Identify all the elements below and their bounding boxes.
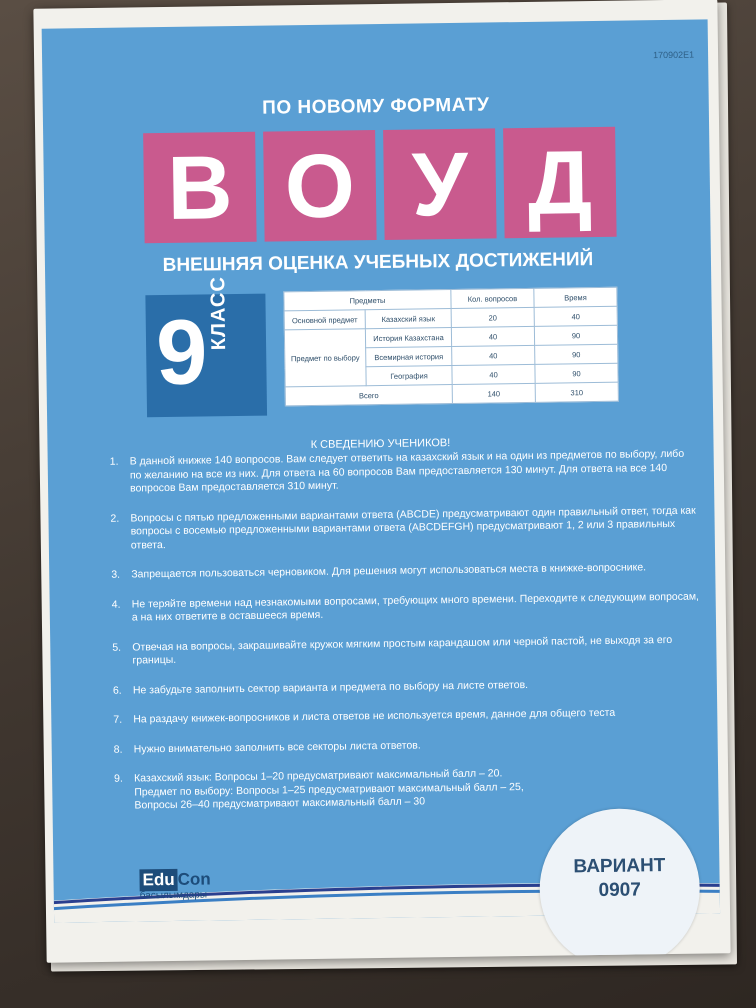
total-label: Всего — [285, 385, 452, 406]
header-questions: Кол. вопросов — [451, 288, 534, 308]
rule-text: Отвечая на вопросы, закрашивайте кружок мягким простым карандашом или черной пастой, не выходя за его границы. — [132, 633, 673, 667]
total-time: 310 — [535, 382, 618, 402]
rule-text: Запрещается пользоваться черновиком. Для решения могут использоваться места в книжке-вопроснике. — [131, 561, 647, 581]
rule-number: 2. — [110, 512, 120, 525]
title-letter: Д — [503, 127, 617, 239]
list-item — [111, 561, 699, 583]
rules-list — [110, 448, 703, 830]
question-count: 20 — [451, 307, 534, 327]
variant-label: ВАРИАНТ — [573, 855, 666, 878]
title-letter: О — [263, 130, 377, 242]
time-value: 40 — [534, 306, 617, 326]
rule-text: На раздачу книжек-вопросников и листа ответов не используется время, данное для общего теста — [133, 706, 616, 726]
header-time: Время — [534, 287, 617, 307]
list-item — [112, 590, 700, 625]
cover-panel — [42, 19, 720, 922]
header-subjects: Предметы — [284, 290, 451, 311]
list-item — [110, 448, 699, 497]
rule-number: 7. — [113, 713, 123, 726]
logo-con: Con — [177, 869, 211, 889]
rule-number: 1. — [109, 455, 119, 468]
logo-edu: Edu — [139, 869, 177, 892]
list-item — [114, 735, 702, 757]
list-item — [112, 633, 700, 668]
variant-badge — [539, 808, 701, 963]
subjects-table — [283, 287, 619, 407]
format-heading: ПО НОВОМУ ФОРМАТУ — [262, 94, 490, 119]
title-letters — [143, 127, 616, 244]
main-subject-label: Основной предмет — [284, 310, 365, 330]
table-total-row — [285, 382, 618, 406]
title-letter: У — [383, 128, 497, 240]
time-value: 90 — [535, 363, 618, 383]
rule-text: Вопросы с пятью предложенными вариантами ответа (ABCDE) предусматривают один правильный ответ, тогда как вопросы с восемью предложенными вариантами ответа (ABCDEFGH) предусматривают 1, 2 или 3 правильных ответа. — [130, 504, 696, 552]
rule-text: Не забудьте заполнить сектор варианта и предмета по выбору на листе ответов. — [132, 678, 529, 696]
rule-text: В данной книжке 140 вопросов. Вам следует ответить на казахский язык и на один из предметов по выбору, либо по желанию на все из них. Для ответа на 60 вопросов Вам предоставляется 130 минут. Для ответа на все 140 вопросов Вам предоставляется 310 минут. — [129, 447, 685, 495]
question-count: 40 — [451, 326, 534, 346]
logo-subtitle: басылымдары — [139, 889, 208, 902]
grade-number: 9 — [155, 301, 209, 405]
variant-number: 0907 — [598, 879, 642, 902]
booklet-cover-page — [33, 0, 730, 963]
rule-text: Казахский язык: Вопросы 1–20 предусматривают максимальный балл – 20. Предмет по выбору: Вопросы 1–25 предусматривают максимальный балл – 25, Вопросы 26–40 предусматривают максимальный балл – 30 — [134, 767, 524, 812]
list-item — [113, 676, 701, 698]
rule-text: Нужно внимательно заполнить все секторы листа ответов. — [133, 738, 421, 755]
time-value: 90 — [534, 325, 617, 345]
notice-heading: К СВЕДЕНИЮ УЧЕНИКОВ! — [310, 437, 451, 451]
rule-number: 8. — [113, 743, 123, 756]
list-item — [113, 706, 701, 728]
question-count: 40 — [452, 364, 535, 384]
total-questions: 140 — [452, 383, 535, 403]
list-item — [114, 767, 535, 813]
subtitle: ВНЕШНЯЯ ОЦЕНКА УЧЕБНЫХ ДОСТИЖЕНИЙ — [162, 249, 594, 277]
grade-word: КЛАСС — [207, 276, 231, 351]
grade-box — [145, 276, 267, 418]
rule-number: 5. — [112, 641, 122, 654]
rule-text: Не теряйте времени над незнакомыми вопросами, требующих много времени. Переходите к следующим вопросам, а на них ответите в оставшееся время. — [131, 590, 700, 624]
document-code: 170902E1 — [652, 49, 695, 61]
subject-name: География — [366, 366, 452, 386]
rule-number: 3. — [111, 568, 121, 581]
time-value: 90 — [535, 344, 618, 364]
list-item — [110, 504, 699, 553]
rule-number: 4. — [111, 598, 121, 611]
rule-number: 6. — [112, 684, 122, 697]
subject-name: Казахский язык — [365, 309, 451, 329]
subject-name: История Казахстана — [365, 328, 451, 348]
title-letter: В — [143, 132, 257, 244]
elective-subject-label: Предмет по выбору — [284, 329, 366, 387]
subject-name: Всемирная история — [366, 347, 452, 367]
publisher-logo — [139, 868, 211, 901]
question-count: 40 — [452, 345, 535, 365]
rule-number: 9. — [114, 772, 123, 785]
